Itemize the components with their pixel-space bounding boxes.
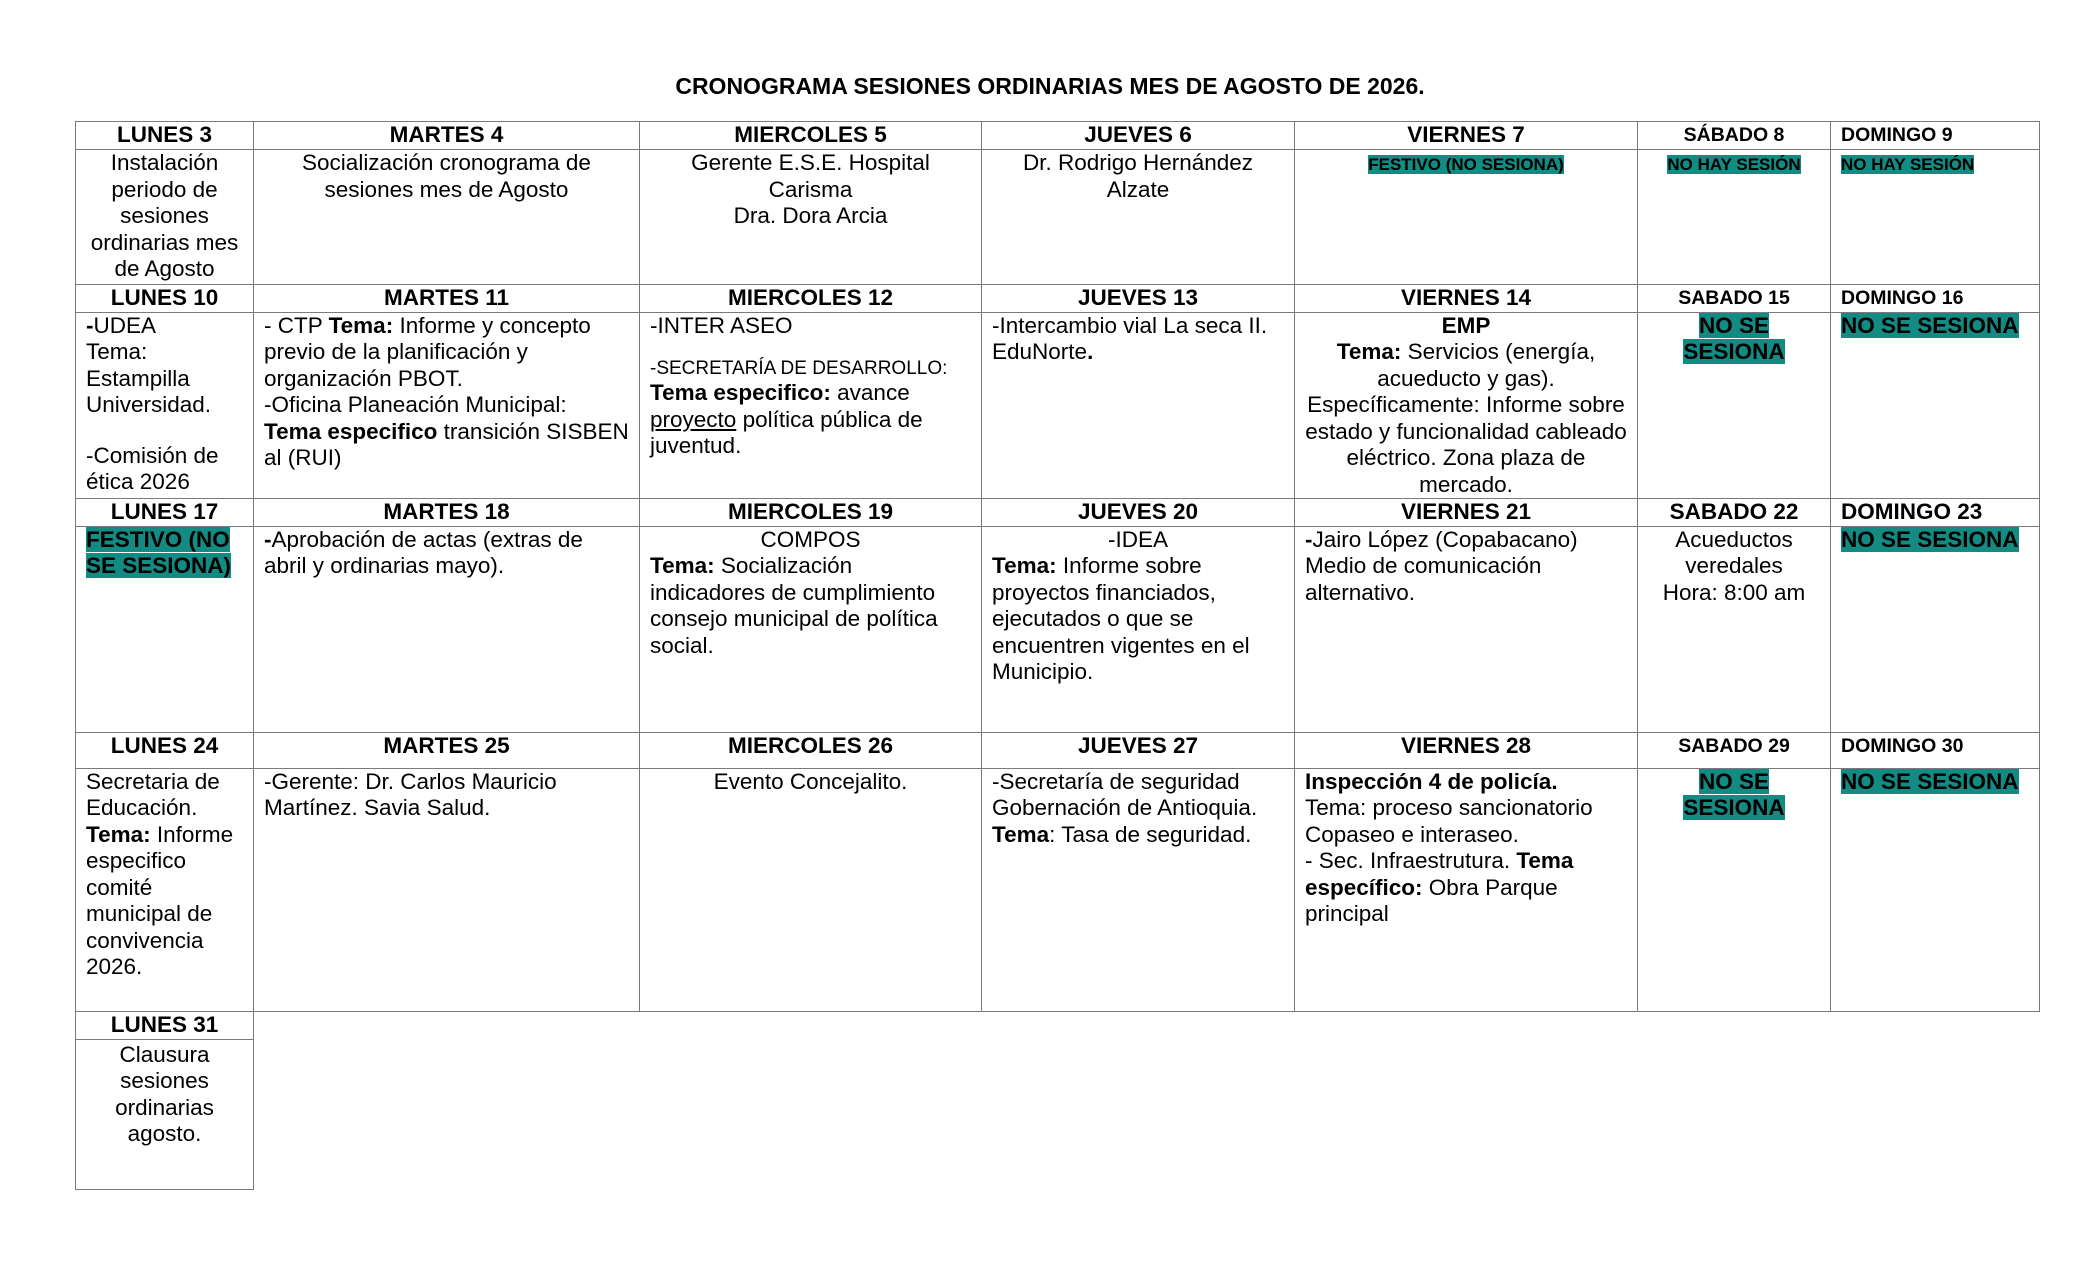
day-cell <box>1831 526 2040 732</box>
day-header: VIERNES 14 <box>1295 285 1638 313</box>
day-cell <box>982 312 1295 499</box>
day-header: MIERCOLES 5 <box>640 122 982 150</box>
day-header: VIERNES 21 <box>1295 499 1638 527</box>
day-header: SABADO 29 <box>1638 732 1831 768</box>
day-cell <box>76 526 254 732</box>
day-header: LUNES 24 <box>76 732 254 768</box>
session-text: Tema: Informe sobre proyectos financiados, ejecutados o que se encuentren vigentes en el Municipio. <box>992 553 1250 684</box>
session-text: Instalación periodo de sesiones ordinarias mes de Agosto <box>90 150 239 281</box>
session-text: -Secretaría de seguridad Gobernación de Antioquia. <box>992 768 1258 820</box>
day-header: MARTES 11 <box>254 285 640 313</box>
session-text: Tema: Tasa de seguridad. <box>992 821 1252 847</box>
day-cell <box>982 768 1295 1011</box>
day-header: LUNES 3 <box>76 122 254 150</box>
day-cell <box>640 526 982 732</box>
session-text: Inspección 4 de policía. <box>1305 768 1558 794</box>
day-header: SABADO 22 <box>1638 499 1831 527</box>
session-text: Dra. Dora Arcia <box>733 203 888 228</box>
day-cell <box>982 526 1295 732</box>
session-text: -Comisión de ética 2026 <box>86 442 219 494</box>
day-cell <box>640 312 982 499</box>
day-cell <box>1831 150 2040 285</box>
session-text: COMPOS <box>760 526 861 552</box>
no-session-badge: NO HAY SESIÓN <box>1667 155 1801 174</box>
day-cell <box>1295 768 1638 1011</box>
day-cell <box>1295 312 1638 499</box>
day-cell <box>254 150 640 285</box>
session-text: Secretaria de Educación. <box>86 768 220 820</box>
content-row <box>76 150 2040 285</box>
day-header: VIERNES 28 <box>1295 732 1638 768</box>
day-cell <box>254 526 640 732</box>
day-header: DOMINGO 23 <box>1831 499 2040 527</box>
session-text: Hora: 8:00 am <box>1662 579 1806 605</box>
session-text: -Intercambio vial La seca II. <box>992 312 1268 338</box>
session-text: -UDEA <box>86 312 157 338</box>
session-text: - Sec. Infraestrutura. Tema específico: Obra Parque principal <box>1305 848 1574 926</box>
session-text: Tema: proceso sancionatorio Copaseo e interaseo. <box>1305 795 1593 847</box>
day-cell <box>76 150 254 285</box>
day-header: SÁBADO 8 <box>1638 122 1831 150</box>
day-header: DOMINGO 16 <box>1831 285 2040 313</box>
no-session-badge: NO SE SESIONA <box>1683 768 1785 820</box>
no-session-badge: NO SE SESIONA <box>1841 312 2019 338</box>
day-header: JUEVES 6 <box>982 122 1295 150</box>
day-cell <box>254 768 640 1011</box>
day-header: JUEVES 27 <box>982 732 1295 768</box>
session-text: -SECRETARÍA DE DESARROLLO: <box>650 358 948 379</box>
session-text: Acueductos veredales <box>1675 526 1793 578</box>
no-session-badge: NO SE SESIONA <box>1841 768 2019 794</box>
content-row <box>76 526 2040 732</box>
session-text: - CTP Tema: Informe y concepto previo de la planificación y organización PBOT. <box>264 312 591 391</box>
day-cell <box>1295 150 1638 285</box>
content-row <box>76 768 2040 1011</box>
header-row <box>76 122 2040 150</box>
session-text: Clausura sesiones ordinarias agosto. <box>115 1041 214 1146</box>
session-text: EduNorte. <box>992 339 1094 364</box>
session-text: -Aprobación de actas (extras de abril y ordinarias mayo). <box>264 526 583 578</box>
session-text: EMP <box>1441 312 1491 338</box>
day-cell <box>76 1039 254 1189</box>
no-session-badge: NO SE SESIONA <box>1683 312 1785 364</box>
session-text: Dr. Rodrigo Hernández Alzate <box>1022 150 1254 202</box>
day-cell <box>76 768 254 1011</box>
day-header: MIERCOLES 12 <box>640 285 982 313</box>
session-text: Tema: <box>86 339 148 364</box>
header-row <box>76 285 2040 313</box>
session-text: Socialización cronograma de sesiones mes de Agosto <box>302 150 591 202</box>
day-cell <box>640 768 982 1011</box>
session-text: Estampilla Universidad. <box>86 365 212 417</box>
session-text: -IDEA <box>1107 526 1168 552</box>
day-header: LUNES 31 <box>76 1011 254 1039</box>
session-text: -INTER ASEO <box>650 312 793 338</box>
session-text: -Gerente: Dr. Carlos Mauricio Martínez. Savia Salud. <box>264 768 557 820</box>
session-text: -Oficina Planeación Municipal: Tema especifico transición SISBEN al (RUI) <box>264 392 629 470</box>
day-cell <box>982 150 1295 285</box>
day-header: DOMINGO 9 <box>1831 122 2040 150</box>
session-text: -Jairo López (Copabacano) Medio de comunicación alternativo. <box>1305 526 1578 605</box>
session-text: Específicamente: Informe sobre estado y funcionalidad cableado eléctrico. Zona plaza de mercado. <box>1305 392 1627 497</box>
day-cell <box>76 312 254 499</box>
header-row <box>76 732 2040 768</box>
session-text: Tema especifico: avance proyecto política pública de juventud. <box>650 380 923 458</box>
day-header: MIERCOLES 26 <box>640 732 982 768</box>
session-text: Tema: Socialización indicadores de cumplimiento consejo municipal de política social. <box>650 553 938 658</box>
schedule-table <box>75 121 2040 1190</box>
header-row <box>76 1011 2040 1039</box>
session-text: Evento Concejalito. <box>713 768 908 794</box>
content-row <box>76 312 2040 499</box>
header-row <box>76 499 2040 527</box>
day-cell <box>640 150 982 285</box>
day-header: VIERNES 7 <box>1295 122 1638 150</box>
no-session-badge: NO HAY SESIÓN <box>1841 155 1975 174</box>
day-header: LUNES 17 <box>76 499 254 527</box>
day-cell <box>1638 768 1831 1011</box>
day-cell <box>1638 150 1831 285</box>
page-title: CRONOGRAMA SESIONES ORDINARIAS MES DE AGOSTO DE 2026. <box>675 73 1425 99</box>
session-text: Tema: Servicios (energía, acueducto y gas). <box>1336 339 1596 391</box>
session-text: Tema: Informe especifico comité municipal de convivencia 2026. <box>86 821 234 979</box>
day-header: MARTES 18 <box>254 499 640 527</box>
day-cell <box>1638 526 1831 732</box>
session-text: Gerente E.S.E. Hospital Carisma <box>691 150 930 202</box>
day-header: MARTES 25 <box>254 732 640 768</box>
holiday-badge: FESTIVO (NO SE SESIONA) <box>86 526 232 578</box>
day-header: LUNES 10 <box>76 285 254 313</box>
day-header: SABADO 15 <box>1638 285 1831 313</box>
day-cell <box>1831 312 2040 499</box>
day-cell <box>1831 768 2040 1011</box>
holiday-badge: FESTIVO (NO SESIONA) <box>1368 155 1564 174</box>
day-header: MARTES 4 <box>254 122 640 150</box>
no-session-badge: NO SE SESIONA <box>1841 526 2019 552</box>
day-header: JUEVES 20 <box>982 499 1295 527</box>
day-header: DOMINGO 30 <box>1831 732 2040 768</box>
day-cell <box>254 312 640 499</box>
day-cell <box>1295 526 1638 732</box>
day-header: JUEVES 13 <box>982 285 1295 313</box>
day-header: MIERCOLES 19 <box>640 499 982 527</box>
day-cell <box>1638 312 1831 499</box>
content-row <box>76 1039 2040 1189</box>
